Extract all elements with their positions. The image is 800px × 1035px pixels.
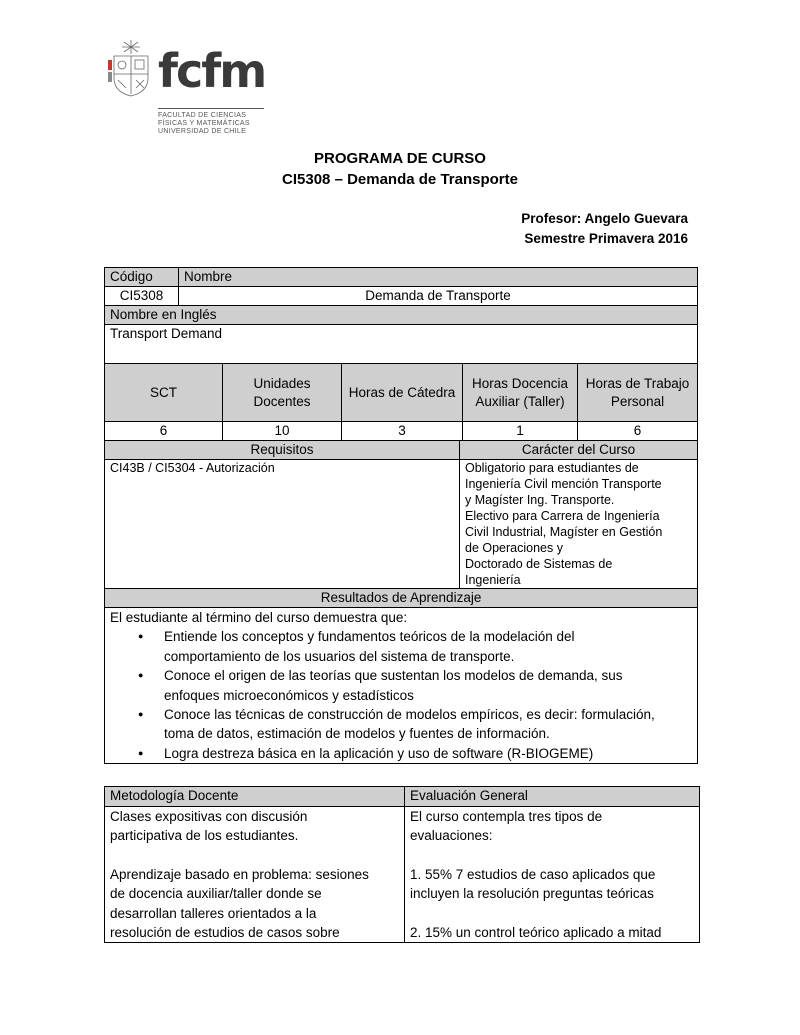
course-title: CI5308 – Demanda de Transporte (282, 171, 518, 188)
caracter-line: Electivo para Carrera de Ingeniería (465, 509, 660, 523)
horas-personal-value: 6 (578, 422, 698, 441)
unidades-value: 10 (223, 422, 342, 441)
ingles-value: Transport Demand (105, 325, 698, 364)
caracter-line: Ingeniería Civil mención Transporte (465, 477, 662, 491)
caracter-line: de Operaciones y (465, 541, 563, 555)
logo-divider (158, 108, 264, 109)
caracter-line: Civil Industrial, Magíster en Gestión (465, 525, 663, 539)
metodologia-line: desarrollan talleres orientados a la (110, 905, 317, 921)
list-item-text: enfoques microeconómicos y estadísticos (164, 687, 414, 703)
horas-auxiliar-value: 1 (463, 422, 578, 441)
list-item-text: Logra destreza básica en la aplicación y uso de software (R-BIOGEME) (164, 745, 594, 761)
logo-subtitle-line: FACULTAD DE CIENCIAS (158, 112, 247, 119)
metodologia-line: participativa de los estudiantes. (110, 828, 299, 844)
fcfm-logo (108, 38, 268, 138)
university-crest-icon (108, 38, 154, 98)
evaluacion-value (405, 807, 700, 943)
horas-personal-header: Horas de Trabajo Personal (578, 364, 698, 422)
requisitos-header: Requisitos (105, 441, 460, 460)
evaluacion-header: Evaluación General (405, 787, 700, 807)
professor-name: Profesor: Angelo Guevara (521, 211, 688, 226)
metodologia-line: Clases expositivas con discusión (110, 809, 308, 824)
evaluacion-line: 2. 15% un control teórico aplicado a mitad (410, 924, 662, 940)
resultados-value (105, 608, 698, 764)
list-item (158, 627, 692, 666)
caracter-line: Obligatorio para estudiantes de (465, 461, 639, 475)
caracter-header: Carácter del Curso (460, 441, 698, 460)
codigo-value: CI5308 (105, 287, 179, 306)
evaluacion-line: 1. 55% 7 estudios de caso aplicados que (410, 866, 656, 882)
unidades-header: Unidades Docentes (223, 364, 342, 422)
horas-auxiliar-header: Horas Docencia Auxiliar (Taller) (463, 364, 578, 422)
horas-catedra-header: Horas de Cátedra (342, 364, 463, 422)
logo-subtitle-line: UNIVERSIDAD DE CHILE (158, 128, 247, 135)
document-title: PROGRAMA DE CURSO (314, 150, 486, 167)
metodologia-line: de docencia auxiliar/taller donde se (110, 886, 322, 902)
requisitos-value: CI43B / CI5304 - Autorización (105, 460, 460, 589)
caracter-value (460, 460, 698, 589)
nombre-value: Demanda de Transporte (179, 287, 698, 306)
evaluacion-line (410, 904, 694, 923)
methodology-table (104, 786, 700, 943)
list-item (158, 666, 692, 705)
list-item-text: Conoce el origen de las teorías que sustentan los modelos de demanda, sus (164, 668, 623, 684)
logo-wordmark: fcfm (158, 44, 266, 98)
list-item-text: comportamiento de los usuarios del sistema de transporte. (164, 648, 515, 664)
horas-catedra-value: 3 (342, 422, 463, 441)
course-info-table (104, 267, 698, 764)
resultados-header: Resultados de Aprendizaje (105, 589, 698, 608)
metodologia-line: Aprendizaje basado en problema: sesiones (110, 866, 369, 882)
metodologia-line (110, 846, 399, 865)
logo-subtitle (158, 112, 268, 136)
list-item-text: Entiende los conceptos y fundamentos teóricos de la modelación del (164, 629, 575, 645)
list-item-text: toma de datos, estimación de modelos y fuentes de información. (164, 726, 550, 742)
logo-subtitle-line: FÍSICAS Y MATEMÁTICAS (158, 120, 250, 127)
evaluacion-line: incluyen la resolución preguntas teóricas (410, 886, 654, 902)
caracter-line: Doctorado de Sistemas de (465, 557, 613, 571)
sct-value: 6 (105, 422, 223, 441)
metodologia-line: resolución de estudios de casos sobre (110, 925, 340, 941)
sct-header: SCT (105, 364, 223, 422)
resultados-list (110, 627, 692, 763)
resultados-intro: El estudiante al término del curso demuestra que: (110, 610, 408, 625)
ingles-header: Nombre en Inglés (105, 306, 698, 325)
codigo-header: Código (105, 268, 179, 287)
evaluacion-line: evaluaciones: (410, 828, 493, 844)
nombre-header: Nombre (179, 268, 698, 287)
list-item (158, 744, 692, 763)
caracter-line: y Magíster Ing. Transporte. (465, 493, 615, 507)
caracter-line: Ingeniería (465, 573, 521, 587)
evaluacion-line: El curso contempla tres tipos de (410, 809, 603, 824)
list-item (158, 705, 692, 744)
metodologia-value (105, 807, 405, 943)
evaluacion-line (410, 846, 694, 865)
list-item-text: Conoce las técnicas de construcción de modelos empíricos, es decir: formulación, (164, 707, 655, 723)
semester: Semestre Primavera 2016 (524, 231, 688, 246)
metodologia-header: Metodología Docente (105, 787, 405, 807)
